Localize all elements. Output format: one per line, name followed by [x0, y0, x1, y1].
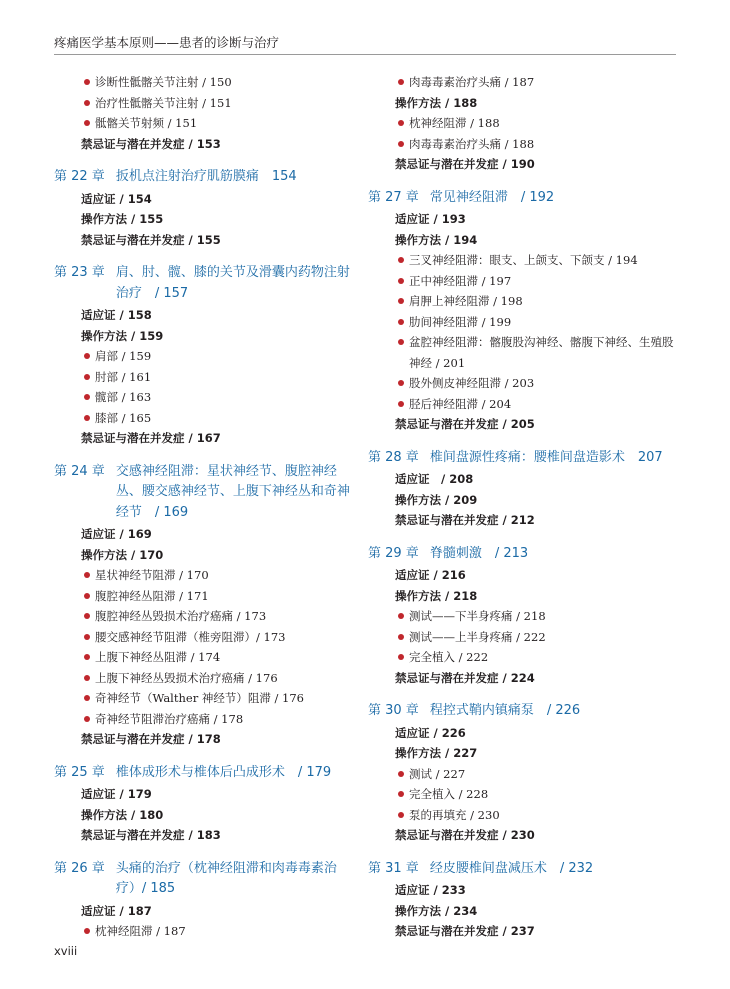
entry-text: 操作方法 / 234: [395, 903, 478, 918]
toc-entry[interactable]: [368, 469, 678, 490]
toc-subentry[interactable]: [368, 113, 678, 134]
entry-text: 肋间神经阻滞 / 199: [409, 314, 512, 329]
toc-subentry[interactable]: [368, 394, 678, 415]
toc-section: [368, 859, 678, 942]
toc-entry[interactable]: [54, 305, 354, 326]
toc-section: [54, 763, 354, 846]
chapter-title: 头痛的治疗（枕神经阻滞和肉毒毒素治疗）/ 185: [115, 860, 337, 896]
running-header: 疼痛医学基本原则——患者的诊断与治疗: [54, 35, 280, 50]
toc-subentry[interactable]: [368, 312, 678, 333]
entry-text: 操作方法 / 180: [81, 807, 164, 822]
toc-subentry[interactable]: [368, 764, 678, 785]
bullet-icon: [84, 634, 90, 640]
toc-section: [368, 544, 678, 689]
toc-subentry[interactable]: [368, 784, 678, 805]
bullet-icon: [84, 79, 90, 85]
entry-text: 禁忌证与潜在并发症 / 224: [395, 670, 535, 685]
bullet-icon: [398, 634, 404, 640]
toc-section: [54, 167, 354, 250]
entry-text: 三叉神经阻滞：眼支、上颌支、下颌支 / 194: [409, 253, 638, 267]
entry-text: 肘部 / 161: [95, 369, 152, 384]
toc-entry[interactable]: [54, 729, 354, 750]
toc-entry[interactable]: [54, 784, 354, 805]
toc-entry[interactable]: [368, 723, 678, 744]
bullet-icon: [84, 353, 90, 359]
toc-entry[interactable]: [368, 230, 678, 251]
toc-section: [54, 263, 354, 449]
bullet-icon: [84, 374, 90, 380]
bullet-icon: [84, 100, 90, 106]
entry-text: 完全植入 / 228: [409, 787, 489, 801]
toc-entry[interactable]: [368, 209, 678, 230]
bullet-icon: [84, 928, 90, 934]
toc-section: [54, 72, 354, 154]
bullet-icon: [398, 120, 404, 126]
chapter-title: 脊髓刺激 / 213: [429, 545, 529, 561]
toc-entry[interactable]: [368, 93, 678, 114]
toc-subentry[interactable]: [54, 709, 354, 730]
chapter-number: 第 31 章: [368, 860, 419, 876]
toc-subentry[interactable]: [368, 271, 678, 292]
entry-text: 禁忌证与潜在并发症 / 230: [395, 828, 535, 842]
toc-subentry[interactable]: [368, 606, 678, 627]
toc-subentry[interactable]: [54, 565, 354, 586]
entry-text: 测试——上半身疼痛 / 222: [409, 629, 546, 644]
entry-text: 禁忌证与潜在并发症 / 212: [395, 513, 535, 527]
toc-entry[interactable]: [54, 825, 354, 846]
toc-subentry[interactable]: [368, 805, 678, 826]
entry-text: 腹腔神经丛毁损术治疗癌痛 / 173: [95, 609, 267, 623]
toc-section: [54, 462, 354, 750]
toc-subentry[interactable]: [54, 113, 354, 134]
entry-text: 适应证 / 193: [395, 212, 466, 226]
toc-subentry[interactable]: [368, 250, 678, 271]
bullet-icon: [398, 380, 404, 386]
entry-text: 腹腔神经丛阻滞 / 171: [95, 588, 209, 603]
toc-section: [54, 859, 354, 942]
bullet-icon: [398, 141, 404, 147]
toc-subentry[interactable]: [368, 72, 678, 93]
entry-text: 适应证 / 169: [81, 527, 152, 541]
entry-text: 奇神经节（Walther 神经节）阻滞 / 176: [95, 691, 304, 705]
bullet-icon: [84, 593, 90, 599]
chapter-number: 第 24 章: [54, 463, 105, 479]
chapter-number: 第 25 章: [54, 764, 105, 780]
entry-text: 肉毒毒素治疗头痛 / 187: [409, 75, 535, 89]
chapter-number: 第 28 章: [368, 449, 419, 465]
entry-text: 禁忌证与潜在并发症 / 190: [395, 157, 535, 171]
bullet-icon: [84, 415, 90, 421]
entry-text: 操作方法 / 170: [81, 547, 164, 562]
toc-entry[interactable]: [368, 490, 678, 511]
toc-subentry[interactable]: [368, 647, 678, 668]
toc-subentry[interactable]: [54, 72, 354, 93]
entry-text: 枕神经阻滞 / 188: [409, 116, 500, 130]
chapter-number: 第 27 章: [368, 189, 419, 205]
chapter-title: 程控式鞘内镇痛泵 / 226: [429, 703, 581, 718]
entry-text: 盆腔神经阻滞：髂腹股沟神经、髂腹下神经、生殖股神经 / 201: [409, 335, 674, 370]
bullet-icon: [398, 79, 404, 85]
entry-text: 操作方法 / 218: [395, 588, 478, 603]
entry-text: 肉毒毒素治疗头痛 / 188: [409, 136, 535, 151]
entry-text: 禁忌证与潜在并发症 / 205: [395, 417, 535, 431]
chapter-title: 经皮腰椎间盘减压术 / 232: [429, 860, 594, 876]
entry-text: 髋部 / 163: [95, 390, 152, 404]
toc-subentry[interactable]: [54, 606, 354, 627]
entry-text: 测试——下半身疼痛 / 218: [409, 609, 546, 623]
toc-subentry[interactable]: [54, 346, 354, 367]
entry-text: 完全植入 / 222: [409, 650, 489, 664]
bullet-icon: [398, 654, 404, 660]
toc-subentry[interactable]: [54, 668, 354, 689]
toc-subentry[interactable]: [54, 586, 354, 607]
toc-entry[interactable]: [368, 154, 678, 175]
toc-subentry[interactable]: [54, 408, 354, 429]
entry-text: 肩部 / 159: [95, 349, 152, 363]
toc-entry[interactable]: [54, 134, 354, 155]
toc-subentry[interactable]: [54, 387, 354, 408]
chapter-heading[interactable]: [368, 188, 678, 209]
bullet-icon: [398, 257, 404, 263]
toc-entry[interactable]: [54, 545, 354, 566]
toc-entry[interactable]: [54, 524, 354, 545]
chapter-heading[interactable]: [54, 263, 354, 304]
bullet-icon: [398, 339, 404, 345]
entry-text: 肩胛上神经阻滞 / 198: [409, 294, 523, 308]
chapter-title: 交感神经阻滞：星状神经节、腹腔神经丛、腰交感神经节、上腹下神经丛和奇神经节 / 169: [115, 463, 350, 520]
toc-subentry[interactable]: [54, 688, 354, 709]
bullet-icon: [398, 278, 404, 284]
chapter-title: 椎间盘源性疼痛：腰椎间盘造影术 207: [429, 449, 663, 465]
toc-subentry[interactable]: [368, 627, 678, 648]
page-number: xviii: [54, 944, 78, 958]
toc-entry[interactable]: [368, 586, 678, 607]
toc-left-column: [54, 72, 354, 955]
toc-subentry[interactable]: [368, 332, 678, 373]
entry-text: 操作方法 / 188: [395, 95, 478, 110]
toc-entry[interactable]: [368, 825, 678, 846]
toc-entry[interactable]: [368, 510, 678, 531]
bullet-icon: [84, 120, 90, 126]
toc-subentry[interactable]: [54, 627, 354, 648]
toc-entry[interactable]: [368, 880, 678, 901]
entry-text: 测试 / 227: [409, 766, 466, 781]
entry-text: 禁忌证与潜在并发症 / 167: [81, 431, 221, 445]
chapter-heading[interactable]: [54, 763, 354, 784]
toc-subentry[interactable]: [54, 367, 354, 388]
entry-text: 腰交感神经节阻滞（椎旁阻滞）/ 173: [95, 629, 286, 644]
toc-entry[interactable]: [54, 189, 354, 210]
chapter-heading[interactable]: [54, 859, 354, 900]
entry-text: 奇神经节阻滞治疗癌痛 / 178: [95, 711, 244, 726]
chapter-heading[interactable]: [368, 701, 678, 722]
toc-subentry[interactable]: [368, 291, 678, 312]
toc-subentry[interactable]: [368, 134, 678, 155]
chapter-title: 椎体成形术与椎体后凸成形术 / 179: [115, 764, 332, 780]
entry-text: 禁忌证与潜在并发症 / 153: [81, 136, 221, 151]
entry-text: 操作方法 / 209: [395, 492, 478, 507]
entry-text: 星状神经节阻滞 / 170: [95, 568, 209, 582]
entry-text: 胫后神经阻滞 / 204: [409, 396, 512, 411]
entry-text: 禁忌证与潜在并发症 / 178: [81, 732, 221, 746]
chapter-heading[interactable]: [54, 462, 354, 524]
bullet-icon: [84, 613, 90, 619]
chapter-heading[interactable]: [368, 544, 678, 565]
entry-text: 适应证 / 158: [81, 308, 152, 322]
entry-text: 禁忌证与潜在并发症 / 155: [81, 232, 221, 247]
toc-entry[interactable]: [368, 743, 678, 764]
chapter-number: 第 22 章: [54, 169, 105, 184]
entry-text: 操作方法 / 194: [395, 232, 478, 247]
entry-text: 适应证 / 216: [395, 568, 466, 582]
chapter-title: 常见神经阻滞 / 192: [429, 189, 555, 205]
toc-section: [368, 448, 678, 531]
toc-subentry[interactable]: [54, 93, 354, 114]
bullet-icon: [84, 716, 90, 722]
entry-text: 骶髂关节射频 / 151: [95, 116, 198, 130]
toc-entry[interactable]: [54, 428, 354, 449]
chapter-heading[interactable]: [54, 167, 354, 188]
chapter-number: 第 29 章: [368, 545, 419, 561]
toc-subentry[interactable]: [368, 373, 678, 394]
toc-entry[interactable]: [368, 565, 678, 586]
entry-text: 治疗性骶髂关节注射 / 151: [95, 95, 232, 110]
bullet-icon: [398, 812, 404, 818]
entry-text: 泵的再填充 / 230: [409, 807, 500, 822]
bullet-icon: [398, 401, 404, 407]
entry-text: 适应证 / 179: [81, 787, 152, 801]
toc-subentry[interactable]: [54, 647, 354, 668]
toc-entry[interactable]: [368, 901, 678, 922]
entry-text: 股外侧皮神经阻滞 / 203: [409, 376, 535, 390]
toc-entry[interactable]: [54, 805, 354, 826]
chapter-heading[interactable]: [368, 448, 678, 469]
toc-right-column: [368, 72, 678, 955]
entry-text: 上腹下神经丛阻滞 / 174: [95, 650, 221, 664]
toc-entry[interactable]: [368, 414, 678, 435]
toc-entry[interactable]: [368, 668, 678, 689]
toc-entry[interactable]: [54, 230, 354, 251]
toc-entry[interactable]: [54, 326, 354, 347]
toc-entry[interactable]: [54, 209, 354, 230]
chapter-title: 扳机点注射治疗肌筋膜痛 154: [115, 169, 297, 184]
toc-entry[interactable]: [368, 921, 678, 942]
entry-text: 适应证 / 187: [81, 903, 152, 918]
bullet-icon: [398, 791, 404, 797]
entry-text: 操作方法 / 155: [81, 212, 164, 226]
toc-section: [368, 701, 678, 846]
entry-text: 诊断性骶髂关节注射 / 150: [95, 75, 232, 89]
toc-section: [368, 188, 678, 435]
chapter-number: 第 26 章: [54, 860, 105, 876]
bullet-icon: [398, 319, 404, 325]
bullet-icon: [398, 771, 404, 777]
entry-text: 上腹下神经丛毁损术治疗癌痛 / 176: [95, 670, 278, 685]
bullet-icon: [84, 572, 90, 578]
bullet-icon: [398, 298, 404, 304]
chapter-heading[interactable]: [368, 859, 678, 880]
toc-subentry[interactable]: [54, 921, 354, 942]
bullet-icon: [84, 394, 90, 400]
chapter-number: 第 30 章: [368, 703, 419, 718]
entry-text: 适应证 / 226: [395, 725, 466, 740]
entry-text: 适应证 / 154: [81, 191, 152, 206]
toc-section: [368, 72, 678, 175]
bullet-icon: [398, 613, 404, 619]
entry-text: 适应证 / 233: [395, 883, 466, 897]
entry-text: 适应证 / 208: [395, 472, 474, 486]
header-rule: [54, 54, 676, 55]
chapter-title: 肩、肘、髋、膝的关节及滑囊内药物注射治疗 / 157: [115, 265, 350, 301]
bullet-icon: [84, 675, 90, 681]
entry-text: 操作方法 / 227: [395, 746, 478, 760]
bullet-icon: [84, 654, 90, 660]
chapter-number: 第 23 章: [54, 265, 105, 280]
entry-text: 禁忌证与潜在并发症 / 237: [395, 924, 535, 938]
entry-text: 膝部 / 165: [95, 410, 152, 425]
bullet-icon: [84, 695, 90, 701]
entry-text: 操作方法 / 159: [81, 328, 164, 343]
entry-text: 枕神经阻滞 / 187: [95, 924, 186, 938]
entry-text: 正中神经阻滞 / 197: [409, 273, 512, 288]
entry-text: 禁忌证与潜在并发症 / 183: [81, 828, 221, 842]
toc-entry[interactable]: [54, 901, 354, 922]
